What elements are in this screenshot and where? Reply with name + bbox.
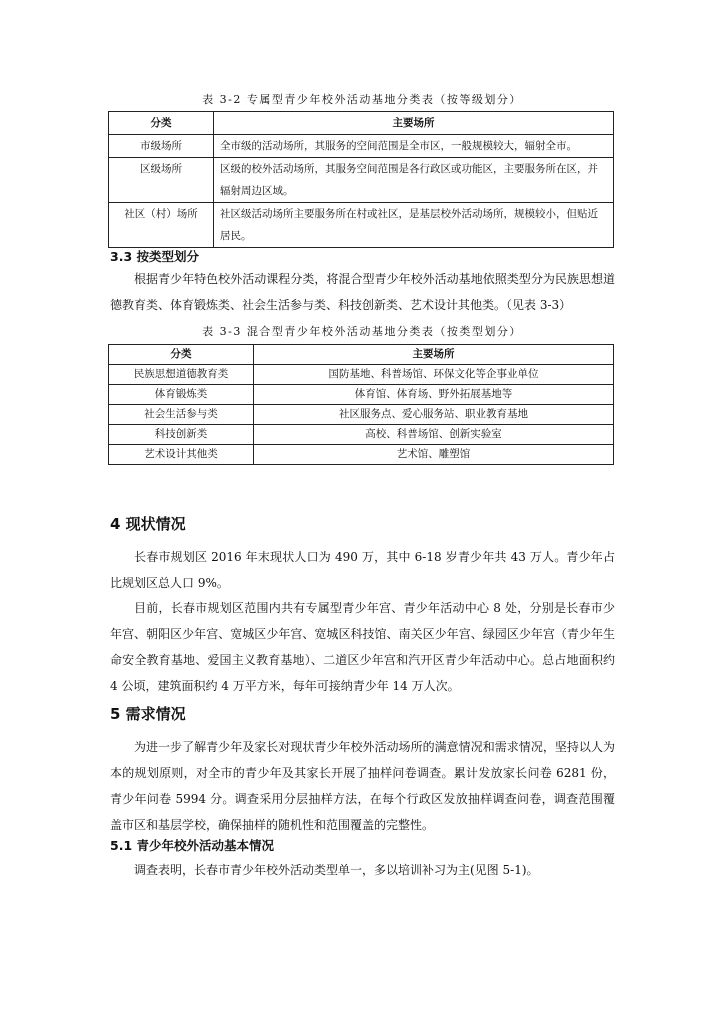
table-row (109, 425, 614, 445)
cell-category: 体育锻炼类 (109, 385, 254, 405)
section-3-3-paragraph: 根据青少年特色校外活动课程分类，将混合型青少年校外活动基地依照类型分为民族思想道德教育类、体育锻炼类、社会生活参与类、科技创新类、艺术设计其他类。（见表 3-3） (110, 272, 615, 312)
cell-category: 艺术设计其他类 (109, 445, 254, 465)
header-main-places: 主要场所 (214, 112, 614, 135)
cell-places: 高校、科普场馆、创新实验室 (254, 425, 614, 445)
section-4-heading: 4 现状情况 (110, 515, 186, 533)
cell-category: 民族思想道德教育类 (109, 365, 254, 385)
section-5-1-heading: 5.1 青少年校外活动基本情况 (110, 838, 274, 853)
header-category: 分类 (109, 112, 214, 135)
table-row (109, 203, 614, 248)
cell-description: 区级的校外活动场所，其服务空间范围是各行政区或功能区，主要服务所在区，并辐射周边区域。 (214, 158, 614, 203)
table-row (109, 405, 614, 425)
table-header-row (109, 345, 614, 365)
cell-category: 科技创新类 (109, 425, 254, 445)
cell-category: 社会生活参与类 (109, 405, 254, 425)
section-3-3-heading: 3.3 按类型划分 (110, 249, 199, 264)
table-row (109, 365, 614, 385)
table-header-row (109, 112, 614, 135)
table-row (109, 445, 614, 465)
table-row (109, 135, 614, 158)
table-3-3 (108, 344, 614, 465)
header-category: 分类 (109, 345, 254, 365)
cell-places: 社区服务点、爱心服务站、职业教育基地 (254, 405, 614, 425)
cell-places: 艺术馆、雕塑馆 (254, 445, 614, 465)
cell-description: 社区级活动场所主要服务所在村或社区，是基层校外活动场所，规模较小，但贴近居民。 (214, 203, 614, 248)
table-3-2 (108, 111, 614, 248)
table-3-2-caption: 表 3-2 专属型青少年校外活动基地分类表（按等级划分） (202, 93, 522, 106)
cell-places: 国防基地、科普场馆、环保文化等企事业单位 (254, 365, 614, 385)
header-main-places: 主要场所 (254, 345, 614, 365)
table-3-3-caption: 表 3-3 混合型青少年校外活动基地分类表（按类型划分） (202, 325, 522, 338)
section-4-paragraph-1: 长春市规划区 2016 年末现状人口为 490 万，其中 6-18 岁青少年共 43 万人。青少年占比规划区总人口 9%。 (110, 550, 615, 590)
cell-places: 体育馆、体育场、野外拓展基地等 (254, 385, 614, 405)
section-4-paragraph-2: 目前，长春市规划区范围内共有专属型青少年宫、青少年活动中心 8 处，分别是长春市少年宫、朝阳区少年宫、宽城区少年宫、宽城区科技馆、南关区少年宫、绿园区少年宫（青少年生命安全教育基地、爱国主义教育基地）、二道区少年宫和汽开区青少年活动中心。总占地面积约 4 公顷，建筑面积约 4 万平方米，每年可接纳青少年 14 万人次。 (110, 601, 615, 693)
cell-category: 市级场所 (109, 135, 214, 158)
section-5-paragraph: 为进一步了解青少年及家长对现状青少年校外活动场所的满意情况和需求情况，坚持以人为本的规划原则，对全市的青少年及其家长开展了抽样问卷调查。累计发放家长问卷 6281 份，青少年问卷 5994 分。调查采用分层抽样方法，在每个行政区发放抽样调查问卷，调查范围覆盖市区和基层学校，确保抽样的随机性和范围覆盖的完整性。 (110, 740, 615, 832)
cell-description: 全市级的活动场所，其服务的空间范围是全市区，一般规模较大，辐射全市。 (214, 135, 614, 158)
table-row (109, 158, 614, 203)
cell-category: 社区（村）场所 (109, 203, 214, 248)
table-row (109, 385, 614, 405)
section-5-1-paragraph: 调查表明，长春市青少年校外活动类型单一，多以培训补习为主(见图 5-1)。 (134, 863, 539, 877)
section-5-heading: 5 需求情况 (110, 705, 186, 723)
cell-category: 区级场所 (109, 158, 214, 203)
